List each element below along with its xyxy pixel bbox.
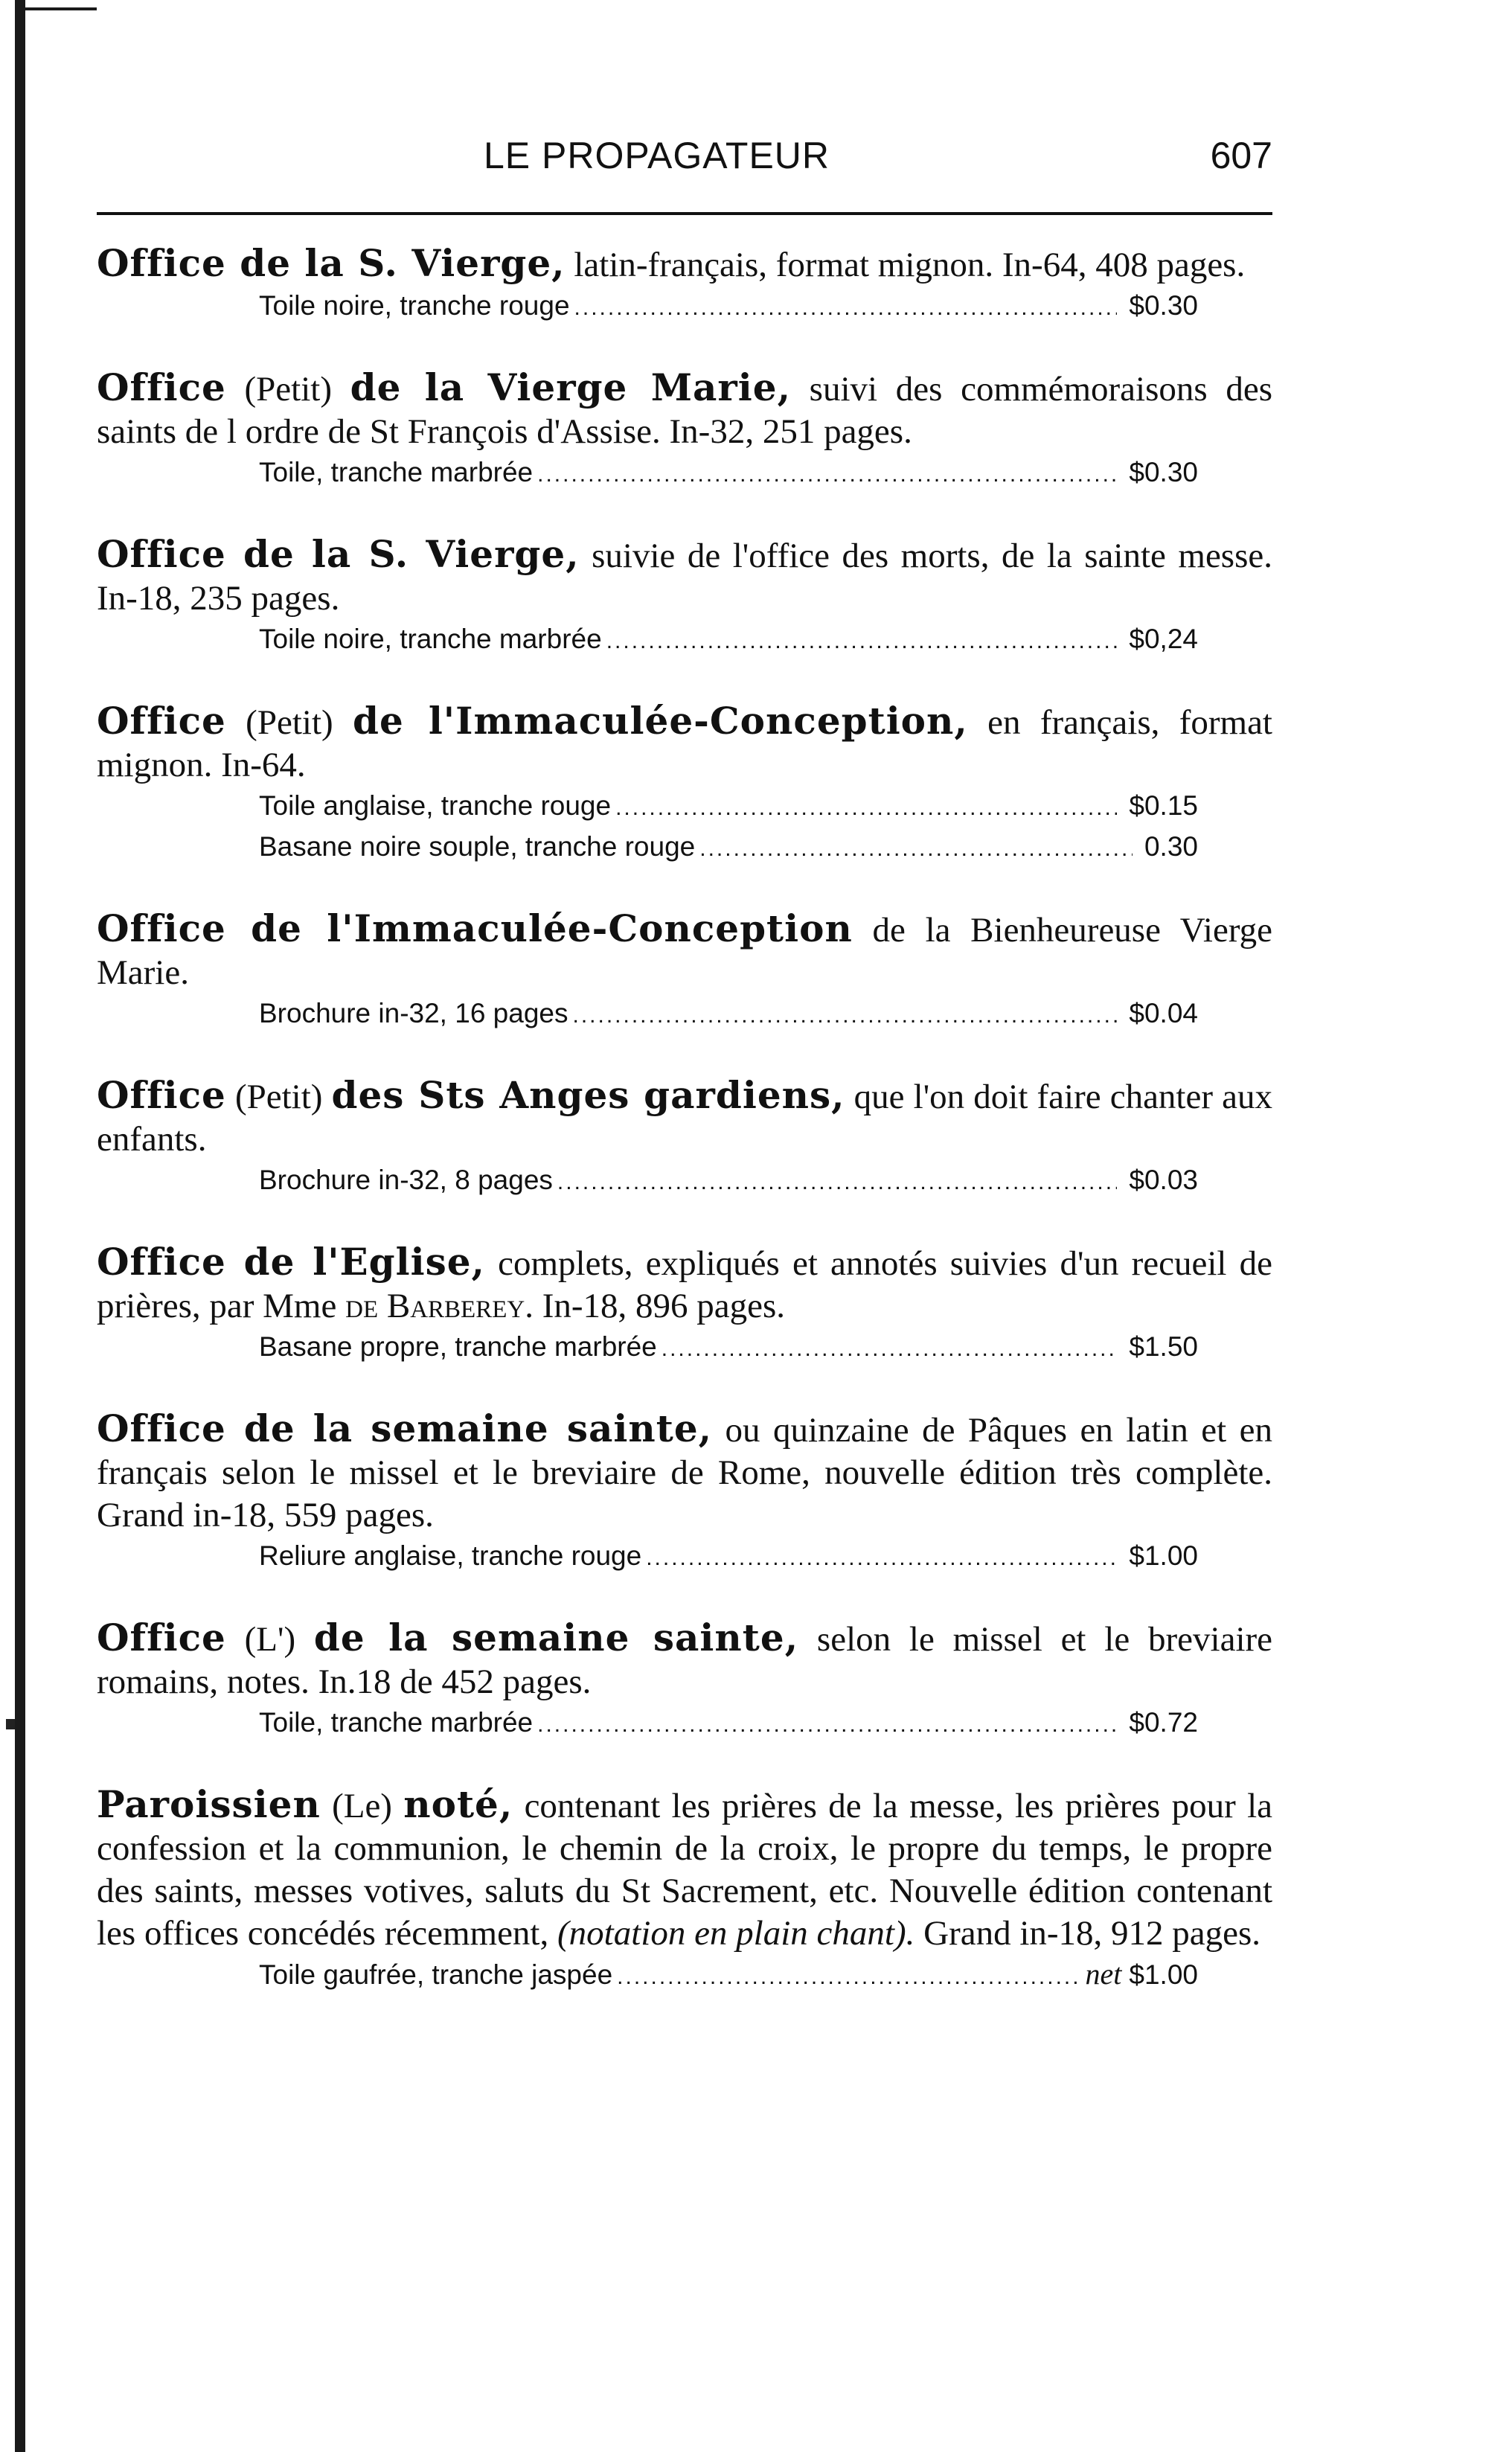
entry-title: Office — [97, 699, 226, 743]
catalog-entry — [97, 907, 1272, 1035]
entry-description — [97, 242, 1272, 287]
entry-title: Paroissien — [97, 1782, 321, 1826]
running-title: LE PROPAGATEUR — [484, 135, 830, 176]
price: $0.30 — [1129, 290, 1198, 321]
leader-dots — [646, 1539, 1117, 1578]
price: $1.00 — [1129, 1959, 1198, 1990]
entry-qualifier: (Le) — [320, 1787, 404, 1825]
binding-label: Toile noire, tranche rouge — [259, 290, 570, 321]
entry-title: Office de la semaine sainte, — [97, 1406, 713, 1450]
page-header — [97, 134, 1272, 186]
entry-description — [97, 1074, 1272, 1161]
catalog-entries — [97, 242, 1272, 2035]
catalog-entry — [97, 1407, 1272, 1578]
entry-title: Office de la S. Vierge, — [97, 241, 566, 285]
entry-title-cont: de l'Immaculée-Conception, — [353, 699, 968, 743]
leader-dots — [617, 1958, 1080, 1997]
price-line — [259, 1537, 1198, 1578]
price-line — [259, 787, 1198, 828]
margin-speck — [6, 1719, 15, 1729]
entry-qualifier: (Petit) — [225, 703, 353, 742]
price: $0.04 — [1129, 998, 1198, 1028]
leader-dots — [662, 1330, 1118, 1369]
price-line — [259, 1161, 1198, 1202]
leader-dots — [557, 1163, 1117, 1202]
catalog-entry — [97, 242, 1272, 327]
entry-text: complets, expliqués et annotés suivies d'un recueil de prières, par Mme — [97, 1244, 1272, 1325]
entry-text: contenant les prières de la messe, les prières pour la confession et la communion, le chemin de la croix, le propre du temps, le propre des saints, messes votives, saluts du St Sacrement, etc. Nouvelle édition contenant les offices concédés récemment, — [97, 1787, 1272, 1953]
leader-dots — [573, 996, 1118, 1035]
entry-description — [97, 1616, 1272, 1703]
binding-label: Toile, tranche marbrée — [259, 457, 534, 487]
binding-label: Basane noire souple, tranche rouge — [259, 831, 696, 862]
price: $0.03 — [1129, 1165, 1198, 1195]
price-line — [259, 453, 1198, 494]
entry-description — [97, 700, 1272, 787]
catalog-entry — [97, 1616, 1272, 1744]
catalog-entry — [97, 700, 1272, 868]
price: $0,24 — [1129, 624, 1198, 654]
entry-description — [97, 907, 1272, 994]
entry-title: Office — [97, 1616, 226, 1659]
catalog-entry — [97, 366, 1272, 494]
catalog-entry — [97, 1241, 1272, 1369]
entry-title-cont: de la semaine sainte, — [313, 1616, 799, 1659]
entry-text: ou quinzaine de Pâques en latin et en français selon le missel et le breviaire de Rome, nouvelle édition très complète. Grand in-18, 559 pages. — [97, 1411, 1273, 1534]
page-edge-rule — [15, 0, 25, 2452]
price-line — [259, 287, 1198, 327]
entry-qualifier: (Petit) — [225, 370, 350, 409]
leader-dots — [606, 622, 1118, 661]
price-line — [259, 828, 1198, 868]
entry-title-cont: de la Vierge Marie, — [350, 365, 791, 409]
entry-description — [97, 1783, 1272, 1955]
binding-label: Brochure in-32, 16 pages — [259, 998, 568, 1028]
entry-description — [97, 366, 1272, 453]
entry-title-cont: noté, — [403, 1782, 513, 1826]
entry-text: latin-français, format mignon. In-64, 408 pages. — [565, 246, 1246, 284]
entry-text: en français, format mignon. In-64. — [97, 703, 1272, 784]
binding-label: Reliure anglaise, tranche rouge — [259, 1540, 642, 1571]
price-line — [259, 1703, 1198, 1744]
entry-title: Office — [97, 1073, 226, 1117]
entry-text: de la Bienheureuse Vierge Marie. — [97, 911, 1272, 992]
entry-title: Office de la S. Vierge, — [97, 532, 580, 576]
price: $0.72 — [1129, 1707, 1198, 1738]
entry-qualifier: (Petit) — [225, 1078, 332, 1116]
price-line — [259, 1328, 1198, 1369]
entry-text: suivie de l'office des morts, de la sainte messe. In-18, 235 pages. — [97, 537, 1272, 618]
header-rule — [97, 212, 1272, 215]
price: $1.50 — [1129, 1331, 1198, 1362]
price: $0.15 — [1129, 790, 1198, 821]
leader-dots — [537, 1706, 1117, 1744]
price-line — [259, 1955, 1198, 1997]
binding-label: Toile gaufrée, tranche jaspée — [259, 1959, 613, 1990]
catalog-entry — [97, 1074, 1272, 1202]
price: 0.30 — [1144, 831, 1198, 862]
author-name: de Barberey — [345, 1287, 525, 1325]
entry-title: Office de l'Eglise, — [97, 1240, 485, 1284]
binding-label: Toile anglaise, tranche rouge — [259, 790, 612, 821]
binding-label: Brochure in-32, 8 pages — [259, 1165, 553, 1195]
leader-dots — [537, 455, 1117, 494]
entry-title: Office — [97, 365, 226, 409]
binding-label: Basane propre, tranche marbrée — [259, 1331, 657, 1362]
leader-dots — [615, 789, 1117, 828]
entry-title-cont: des Sts Anges gardiens, — [331, 1073, 845, 1117]
leader-dots — [574, 289, 1118, 327]
entry-text: selon le missel et le breviaire romains, notes. In.18 de 452 pages. — [97, 1620, 1273, 1701]
binding-label: Toile, tranche marbrée — [259, 1707, 534, 1738]
entry-italic-note: (notation en plain chant). — [557, 1914, 915, 1953]
price-line — [259, 994, 1198, 1035]
entry-text-cont: Grand in-18, 912 pages. — [914, 1914, 1261, 1953]
price-note: net — [1085, 1957, 1122, 1991]
entry-text: suivi des commémoraisons des saints de l ordre de St François d'Assise. In-32, 251 pages. — [97, 370, 1272, 451]
entry-description — [97, 1241, 1272, 1328]
catalog-entry — [97, 533, 1272, 661]
entry-description — [97, 533, 1272, 620]
price: $1.00 — [1129, 1540, 1198, 1571]
entry-description — [97, 1407, 1272, 1537]
page-number: 607 — [1210, 135, 1272, 176]
entry-text-cont: . In-18, 896 pages. — [525, 1287, 786, 1325]
corner-mark — [15, 7, 97, 10]
entry-title: Office de l'Immaculée-Conception — [97, 906, 853, 950]
leader-dots — [699, 830, 1133, 868]
catalog-entry — [97, 1783, 1272, 1997]
price-line — [259, 620, 1198, 661]
entry-qualifier: (L') — [225, 1620, 314, 1659]
price: $0.30 — [1129, 457, 1198, 487]
entry-text: que l'on doit faire chanter aux enfants. — [97, 1078, 1272, 1159]
binding-label: Toile noire, tranche marbrée — [259, 624, 602, 654]
